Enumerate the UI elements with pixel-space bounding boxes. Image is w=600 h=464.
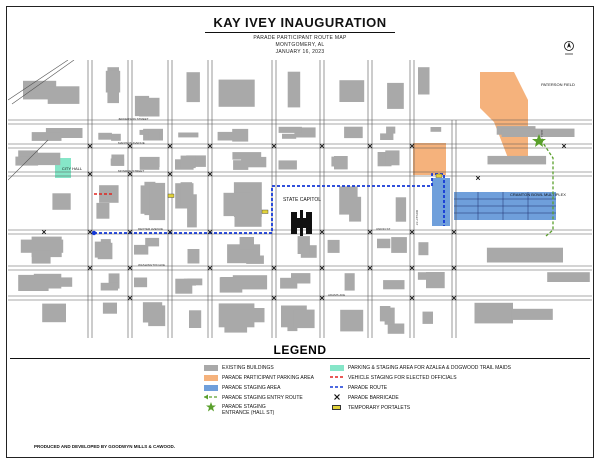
legend-temporary-portalets: TEMPORARY PORTALETS — [348, 405, 411, 411]
legend-barricade-icon — [334, 394, 340, 400]
building — [391, 237, 407, 253]
building — [18, 275, 48, 291]
building — [328, 240, 340, 253]
legend-participant-parking: PARADE PARTICIPANT PARKING AREA — [222, 375, 314, 381]
building — [340, 310, 363, 332]
portalet-marker — [168, 194, 174, 198]
portalet-marker — [262, 210, 268, 214]
legend-existing-buildings: EXISTING BUILDINGS — [222, 365, 274, 371]
legend-staging-entry-route: PARADE STAGING ENTRY ROUTE — [222, 395, 303, 401]
legend-parade-barricade: PARADE BARRICADE — [348, 395, 399, 401]
building — [344, 127, 363, 138]
state-capitol-label: STATE CAPITOL — [282, 197, 322, 203]
legend-entry-route-icon — [204, 393, 218, 401]
building — [187, 72, 200, 102]
building — [511, 309, 553, 320]
building — [418, 67, 430, 94]
building — [280, 278, 297, 289]
building — [298, 236, 310, 254]
building — [418, 242, 428, 255]
building — [219, 80, 255, 107]
building — [475, 303, 514, 324]
building — [99, 185, 119, 203]
building — [380, 306, 391, 321]
building — [149, 132, 160, 140]
legend-parade-route-icon — [330, 384, 344, 390]
street-dexter: DEXTER AVENUE — [138, 227, 163, 231]
building — [547, 272, 590, 282]
building — [32, 250, 51, 263]
parade-route-end-dot — [92, 231, 96, 235]
city-hall-label: CITY HALL — [61, 166, 83, 171]
building — [387, 83, 404, 109]
map-subtitle: PARADE PARTICIPANT ROUTE MAP — [253, 35, 347, 41]
building — [377, 239, 390, 249]
building — [279, 127, 302, 133]
building — [339, 80, 364, 102]
building — [232, 152, 261, 160]
building — [143, 302, 162, 322]
title-underline — [205, 32, 395, 33]
legend-azalea-parking: PARKING & STAGING AREA FOR AZALEA & DOGWOOD TRAIL MAIDS — [348, 365, 511, 371]
building — [388, 324, 405, 334]
legend-title: LEGEND — [273, 343, 327, 357]
building — [279, 160, 297, 169]
street-jefferson: JEFFERSON STREET — [118, 117, 149, 121]
legend-portalet-icon — [332, 405, 341, 410]
cramton-bowl-label: CRAMTON BOWL MULTIPLEX — [510, 192, 566, 197]
legend-building-swatch — [204, 365, 218, 371]
legend-azalea-swatch — [330, 365, 344, 371]
building — [293, 310, 314, 329]
building — [111, 159, 124, 166]
legend-parking-swatch — [204, 375, 218, 381]
building — [288, 72, 301, 108]
building — [423, 312, 434, 324]
building — [98, 243, 113, 259]
building — [103, 303, 117, 314]
building — [111, 134, 121, 141]
patterson-field-label: PATERSON FIELD — [541, 82, 575, 87]
map-city: MONTGOMERY, AL — [275, 42, 325, 48]
building — [339, 186, 357, 214]
building — [145, 238, 159, 247]
building — [224, 319, 247, 333]
street-washington: WASHINGTON AVE — [138, 263, 165, 267]
building — [282, 134, 296, 139]
building — [181, 156, 196, 169]
building — [334, 156, 348, 169]
map-date: JANUARY 16, 2023 — [275, 49, 325, 55]
building — [106, 71, 120, 93]
building — [396, 197, 406, 221]
building — [502, 129, 575, 137]
building — [233, 160, 248, 170]
legend-staging-area: PARADE STAGING AREA — [222, 385, 281, 391]
credit-line: PRODUCED AND DEVELOPED BY GOODWYN MILLS & CAWOOD. — [34, 444, 176, 449]
building — [189, 310, 201, 328]
staging-area-west — [432, 178, 450, 226]
building — [345, 273, 355, 290]
building — [218, 132, 245, 141]
building — [431, 127, 442, 132]
street-hall: HALL ST — [540, 130, 544, 143]
building — [220, 277, 243, 292]
building — [52, 193, 70, 210]
street-union: UNION ST — [376, 227, 391, 231]
building — [48, 86, 80, 104]
building — [98, 133, 112, 140]
street-adams: ADAMS AVE — [328, 293, 346, 297]
building — [140, 157, 159, 167]
state-capitol-building — [291, 210, 312, 236]
portalet-marker — [436, 174, 442, 178]
legend-entrance-star-icon — [206, 402, 216, 412]
legend-vehicle-staging: VEHICLE STAGING FOR ELECTED OFFICIALS — [348, 375, 457, 381]
route-map — [8, 60, 592, 338]
map-title: KAY IVEY INAUGURATION — [213, 15, 387, 30]
building — [139, 98, 159, 117]
legend-staging-swatch — [204, 385, 218, 391]
legend-divider — [10, 358, 590, 359]
building — [385, 150, 399, 165]
building — [101, 283, 118, 291]
building — [175, 279, 192, 294]
legend-parade-route: PARADE ROUTE — [348, 385, 388, 391]
building — [181, 182, 193, 206]
building — [96, 203, 109, 219]
building — [134, 278, 147, 288]
legend-vehicle-staging-icon — [330, 374, 344, 380]
building — [386, 127, 395, 134]
building — [383, 280, 404, 289]
building — [42, 304, 66, 323]
building — [224, 193, 252, 216]
street-madison: MADISON AVENUE — [118, 141, 145, 145]
building — [188, 249, 200, 264]
street-monroe: MONROE STREET — [118, 169, 145, 173]
north-arrow-icon — [562, 40, 576, 58]
street-ripley: RIPLEY ST — [415, 210, 419, 226]
building — [487, 248, 563, 263]
building — [240, 237, 254, 250]
building — [32, 132, 62, 141]
building — [426, 272, 445, 288]
building — [149, 183, 165, 220]
building — [380, 133, 393, 140]
building — [488, 156, 547, 165]
building — [178, 133, 198, 138]
legend-staging-entrance: PARADE STAGING ENTRANCE (HALL ST) — [222, 404, 275, 416]
